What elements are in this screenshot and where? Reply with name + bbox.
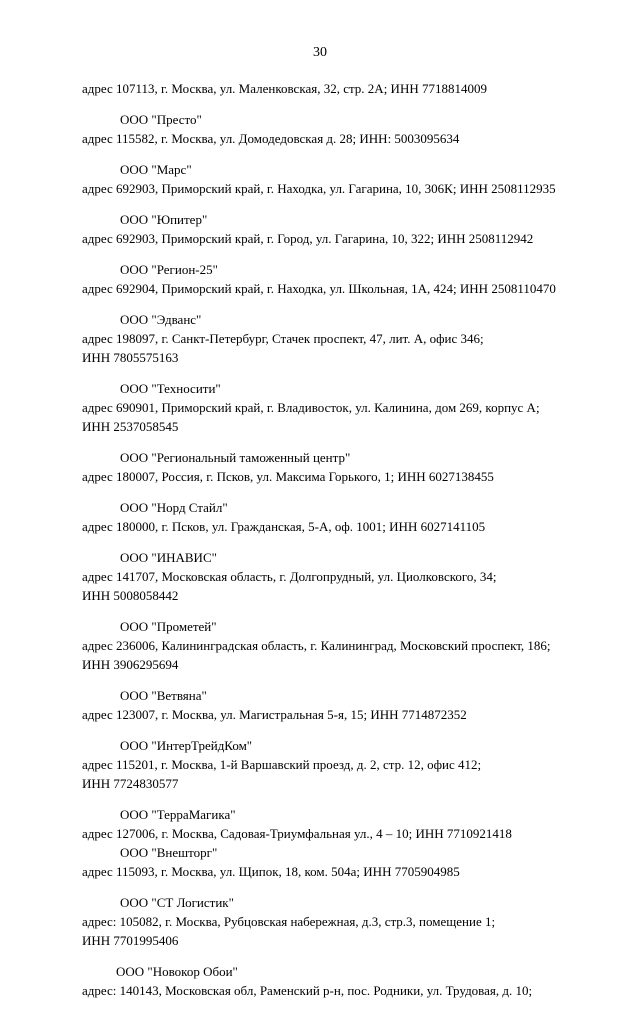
company-entry — [82, 736, 612, 793]
company-name: ООО "ТерраМагика" — [120, 807, 236, 822]
company-entry — [82, 110, 612, 148]
company-entry — [82, 617, 612, 674]
company-name: ООО "Регион-25" — [120, 262, 218, 277]
address-line: адрес 692904, Приморский край, г. Находка, ул. Школьная, 1А, 424; ИНН 2508110470 — [82, 281, 556, 296]
company-name: ООО "Юпитер" — [120, 212, 208, 227]
address-line: адрес 198097, г. Санкт-Петербург, Стачек проспект, 47, лит. А, офис 346; — [82, 331, 484, 346]
company-entry — [82, 379, 612, 436]
company-name: ООО "Региональный таможенный центр" — [120, 450, 351, 465]
company-name: ООО "Эдванс" — [120, 312, 202, 327]
company-entry — [82, 210, 612, 248]
company-entry — [82, 448, 612, 486]
company-entry — [82, 160, 612, 198]
company-name: ООО "СТ Логистик" — [120, 895, 234, 910]
address-line: адрес 107113, г. Москва, ул. Маленковская, 32, стр. 2А; ИНН 7718814009 — [82, 81, 487, 96]
inn-line: ИНН 5008058442 — [82, 588, 179, 603]
company-entry — [82, 548, 612, 605]
inn-line: ИНН 2537058545 — [82, 419, 179, 434]
company-name: ООО "Престо" — [120, 112, 202, 127]
company-entry — [82, 805, 612, 843]
address-line: адрес 115093, г. Москва, ул. Щипок, 18, ком. 504а; ИНН 7705904985 — [82, 864, 460, 879]
address-line: адрес 692903, Приморский край, г. Находка, ул. Гагарина, 10, 306К; ИНН 2508112935 — [82, 181, 556, 196]
company-name: ООО "Прометей" — [120, 619, 217, 634]
company-name: ООО "Техносити" — [120, 381, 221, 396]
company-name: ООО "Ветвяна" — [120, 688, 207, 703]
inn-line: ИНН 7701995406 — [82, 933, 179, 948]
company-entry — [82, 893, 612, 950]
company-entry — [82, 498, 612, 536]
company-name: ООО "Внешторг" — [120, 845, 218, 860]
address-line: адрес: 105082, г. Москва, Рубцовская набережная, д.3, стр.3, помещение 1; — [82, 914, 496, 929]
company-entry — [82, 310, 612, 367]
address-line: адрес 115582, г. Москва, ул. Домодедовская д. 28; ИНН: 5003095634 — [82, 131, 460, 146]
address-line: адрес 236006, Калининградская область, г. Калининград, Московский проспект, 186; — [82, 638, 551, 653]
company-list — [82, 79, 612, 1012]
inn-line: ИНН 7724830577 — [82, 776, 179, 791]
company-name: ООО "Норд Стайл" — [120, 500, 228, 515]
company-entry — [82, 962, 612, 1000]
address-line: адрес 692903, Приморский край, г. Город, ул. Гагарина, 10, 322; ИНН 2508112942 — [82, 231, 534, 246]
inn-line: ИНН 7805575163 — [82, 350, 179, 365]
address-line: адрес: 140143, Московская обл, Раменский р-н, пос. Родники, ул. Трудовая, д. 10; — [82, 983, 533, 998]
address-line: адрес 690901, Приморский край, г. Владивосток, ул. Калинина, дом 269, корпус А; — [82, 400, 540, 415]
inn-line: ИНН 3906295694 — [82, 657, 179, 672]
address-line: адрес 180000, г. Псков, ул. Гражданская, 5-А, оф. 1001; ИНН 6027141105 — [82, 519, 486, 534]
address-line: адрес 141707, Московская область, г. Долгопрудный, ул. Циолковского, 34; — [82, 569, 497, 584]
company-name: ООО "ИнтерТрейдКом" — [120, 738, 253, 753]
address-line: адрес 127006, г. Москва, Садовая-Триумфальная ул., 4 – 10; ИНН 7710921418 — [82, 826, 512, 841]
page-number: 30 — [313, 45, 327, 60]
company-entry — [82, 260, 612, 298]
company-entry — [82, 79, 612, 98]
company-name: ООО "ИНАВИС" — [120, 550, 217, 565]
company-entry — [82, 686, 612, 724]
address-line: адрес 115201, г. Москва, 1-й Варшавский проезд, д. 2, стр. 12, офис 412; — [82, 757, 482, 772]
company-name: ООО "Новокор Обои" — [116, 964, 238, 979]
company-name: ООО "Марс" — [120, 162, 192, 177]
address-line: адрес 180007, Россия, г. Псков, ул. Максима Горького, 1; ИНН 6027138455 — [82, 469, 494, 484]
company-entry — [82, 843, 612, 881]
address-line: адрес 123007, г. Москва, ул. Магистральная 5-я, 15; ИНН 7714872352 — [82, 707, 467, 722]
